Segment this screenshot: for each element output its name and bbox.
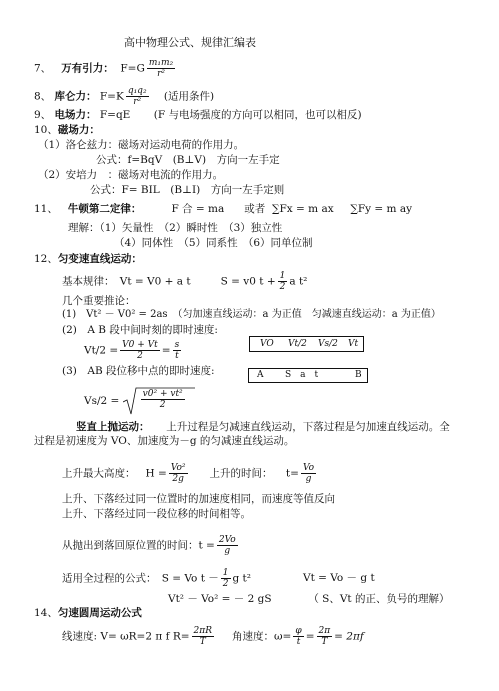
box-label: VO bbox=[260, 339, 274, 349]
note: (F 与电场强度的方向可以相同，也可以相反) bbox=[153, 109, 362, 121]
item-12 bbox=[34, 252, 142, 266]
item-7 bbox=[34, 58, 177, 79]
page-title: 高中物理公式、规律汇编表 bbox=[124, 36, 256, 49]
item-label: 竖直上抛运动： bbox=[76, 421, 150, 433]
formula: = bbox=[305, 630, 315, 643]
text: 上升的时间： bbox=[209, 467, 273, 480]
formula-line bbox=[62, 535, 240, 556]
item-num: 7、 bbox=[34, 62, 52, 75]
sqrt-fraction: $\frac{\text{v0² + vt²}}{2}$ bbox=[123, 386, 195, 416]
item-label: 电场力： bbox=[54, 109, 97, 121]
item-label: 匀速圆周运动公式 bbox=[57, 607, 142, 619]
formula: Vt = Vo － g t bbox=[303, 572, 375, 584]
box-label: Vt/2 bbox=[288, 339, 307, 349]
formula-line bbox=[84, 340, 183, 361]
formula-line bbox=[168, 592, 449, 606]
text: 上升过程是匀减速直线运动，下落过程是匀加速直线运动。全 bbox=[166, 421, 450, 433]
box-label: S a t bbox=[285, 370, 319, 380]
formula: ∑Fx = m ax bbox=[271, 203, 334, 215]
item-label: 万有引力： bbox=[61, 62, 114, 75]
item-9 bbox=[34, 108, 362, 122]
fraction: $\frac{1}{2}$ bbox=[222, 568, 229, 589]
formula: F=K bbox=[99, 90, 124, 103]
text-line: 理解：（1）矢量性 （2）瞬时性 （3）独立性 bbox=[68, 222, 283, 234]
formula: S = v0 t + bbox=[220, 275, 276, 288]
text-line: 公式：f=BqV (B⊥V) 方向一左手定 bbox=[96, 154, 280, 166]
fraction: $\frac{s}{t}$ bbox=[174, 340, 180, 361]
fraction: $\frac{2\pi R}{T}$ bbox=[193, 626, 212, 647]
formula: 基本规律： Vt = V0 + a t bbox=[62, 275, 191, 288]
item-label: 匀变速直线运动： bbox=[57, 253, 142, 265]
formula: a t² bbox=[289, 275, 308, 288]
fraction: $\frac{\varphi}{t}$ bbox=[295, 626, 302, 647]
text-line: （2）安培力 ：磁场对电流的作用力。 bbox=[38, 169, 224, 181]
formula: Vt² － Vo² = － 2 gS bbox=[168, 593, 272, 605]
text-line: (3) AB 段位移中点的即时速度: bbox=[62, 365, 215, 377]
box-label: Vt bbox=[348, 339, 359, 349]
formula: Vs/2 = bbox=[84, 395, 120, 407]
item-num: 11、 bbox=[34, 203, 58, 215]
text-line: 上升、下落经过同一位置时的加速度相同，而速度等值反向 bbox=[62, 493, 335, 505]
text-line: (2) A B 段中间时刻的即时速度: bbox=[62, 324, 218, 336]
text-line: （1）洛仑兹力：磁场对运动电荷的作用力。 bbox=[38, 139, 245, 151]
text-line: 公式：F= BIL (B⊥I) 方向一左手定则 bbox=[90, 184, 285, 196]
fraction: $\frac{V0 + Vt}{2}$ bbox=[122, 340, 158, 361]
item-14 bbox=[34, 606, 142, 620]
fraction: $\frac{\text{Vo²}}{2g}$ bbox=[170, 463, 186, 484]
note: (适用条件) bbox=[163, 90, 215, 103]
item-label: 库仑力： bbox=[54, 90, 97, 103]
formula: F=qE bbox=[99, 109, 131, 121]
item-8 bbox=[34, 86, 214, 107]
item-num: 12、 bbox=[34, 253, 58, 265]
fraction: $\frac{2Vo}{g}$ bbox=[218, 535, 236, 556]
text-line: （4）同体性 （5）同系性 （6）同单位制 bbox=[114, 237, 313, 249]
text-line: 过程是初速度为 VO、加速度为－g 的匀减速直线运动。 bbox=[34, 435, 295, 447]
formula: F 合 = ma bbox=[171, 203, 225, 215]
fraction: $\frac{\text{q₁q₂}}{\text{r²}}$ bbox=[127, 86, 147, 107]
note: （ S、Vt 的正、负号的理解） bbox=[308, 593, 450, 605]
formula: Vt/2 = bbox=[84, 344, 119, 357]
text-line: (1) Vt² － V0² = 2as （匀加速直线运动：a 为正值 匀减速直线运动：a 为正值） bbox=[62, 309, 441, 320]
text: 适用全过程的公式： S = Vo t － bbox=[62, 572, 219, 585]
text-line: 上升、下落经过同一段位移的时间相等。 bbox=[62, 508, 251, 520]
formula: ∑Fy = m ay bbox=[350, 203, 413, 215]
item-11 bbox=[34, 202, 412, 216]
formula-line bbox=[62, 568, 251, 589]
formula: F=G bbox=[120, 62, 145, 75]
formula-line bbox=[232, 626, 364, 647]
fraction: $\frac{Vo}{g}$ bbox=[302, 463, 315, 484]
formula: = 2πf bbox=[334, 630, 364, 643]
text: 上升最大高度： bbox=[62, 467, 136, 480]
formula-line bbox=[62, 626, 216, 647]
item-num: 10、 bbox=[34, 124, 58, 136]
velocity-diagram-box bbox=[249, 336, 364, 352]
item-num: 14、 bbox=[34, 607, 58, 619]
box-label: B bbox=[355, 370, 362, 380]
item-num: 9、 bbox=[34, 109, 52, 121]
item-label: 牛顿第二定律： bbox=[67, 203, 142, 215]
item-label: 磁场力： bbox=[57, 124, 100, 136]
formula-line bbox=[62, 463, 318, 484]
formula: 角速度：ω= bbox=[232, 630, 292, 643]
formula-line bbox=[84, 386, 195, 416]
displacement-diagram-box bbox=[248, 368, 368, 383]
formula: = bbox=[161, 344, 171, 357]
fraction: $\frac{1}{2}$ bbox=[279, 271, 286, 292]
fraction: $\frac{2\pi}{T}$ bbox=[318, 626, 331, 647]
text: 或者 bbox=[244, 203, 266, 215]
formula: H = bbox=[145, 467, 167, 480]
vertical-throw-para bbox=[76, 420, 450, 434]
formula: t= bbox=[285, 467, 299, 480]
box-label: A bbox=[257, 370, 264, 380]
item-num: 8、 bbox=[34, 90, 52, 103]
formula: 线速度: V= ωR=2 π f R= bbox=[62, 630, 190, 643]
item-10 bbox=[34, 123, 100, 137]
text-line: 几个重要推论： bbox=[62, 295, 136, 307]
formula: g t² bbox=[232, 572, 251, 585]
formula-line bbox=[62, 271, 307, 292]
text: 从抛出到落回原位置的时间：t = bbox=[62, 539, 215, 552]
fraction: $\frac{\text{m₁m₂}}{\text{r²}}$ bbox=[148, 58, 174, 79]
box-label: Vs/2 bbox=[318, 339, 338, 349]
